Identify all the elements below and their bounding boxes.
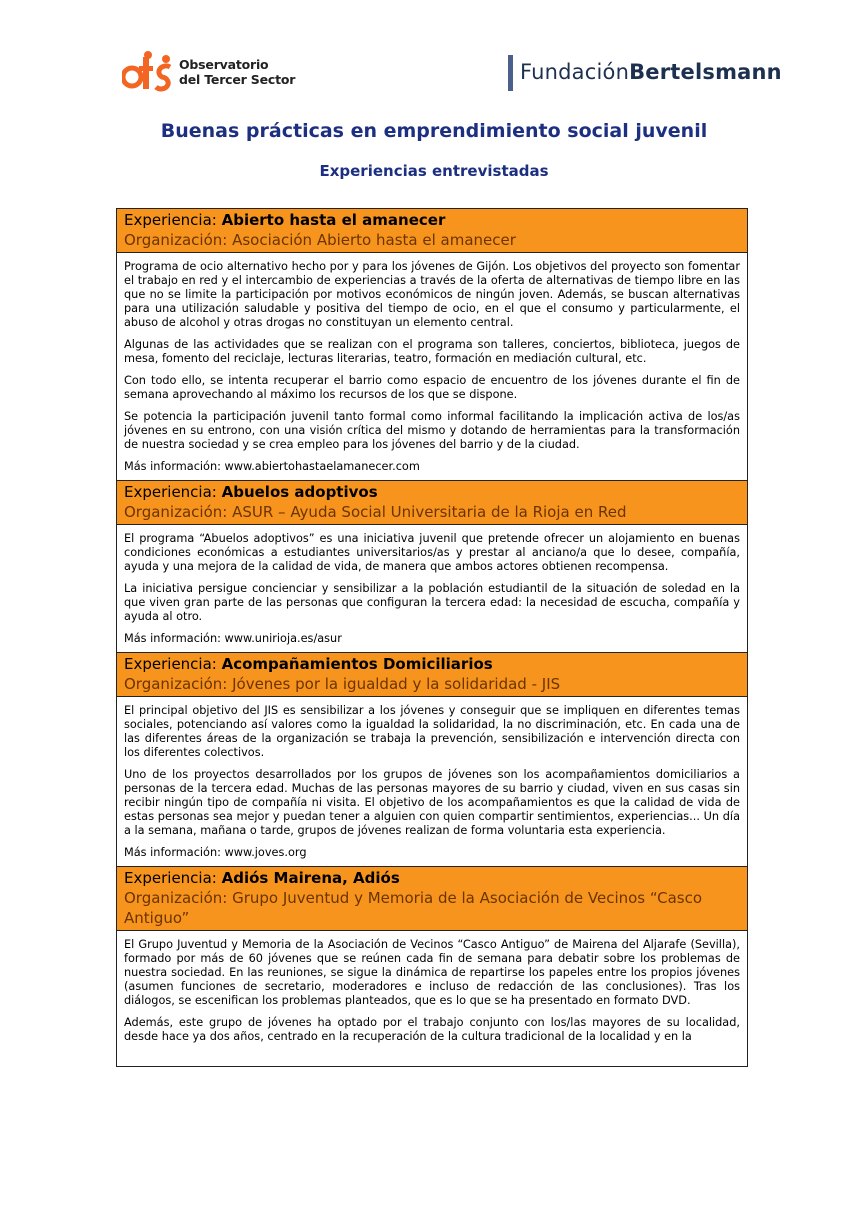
ots-mark-icon xyxy=(122,49,174,97)
experiences-table xyxy=(116,208,748,1067)
fundacion-logo-bar xyxy=(508,55,513,91)
ots-logo xyxy=(122,49,322,99)
experience-title: Experiencia: Adiós Mairena, Adiós xyxy=(124,869,400,887)
experience-header xyxy=(117,481,747,525)
more-info: Más información: www.abiertohastaelamanecer.com xyxy=(124,460,420,473)
experience-description xyxy=(117,253,747,481)
paragraph: Se potencia la participación juvenil tanto formal como informal facilitando la implicación activa de los/as jóvenes en su entrono, con una visión crítica del mismo y dotando de herramientas para la transformación de nuestra sociedad y se crea empleo para los jóvenes del barrio y de la ciudad. xyxy=(124,410,740,451)
paragraph: Uno de los proyectos desarrollados por los grupos de jóvenes son los acompañamientos domiciliarios a personas de la tercera edad. Muchas de las personas mayores de su barrio y ciudad, viven en sus casas sin recibir ningún tipo de compañía ni visita. El objetivo de los acompañamientos es que la calidad de vida de estas personas sea mejor y puedan tener a alguien con quien compartir sentimientos, experiencias... Un día a la semana, mañana o tarde, grupos de jóvenes realizan de forma voluntaria esta experiencia. xyxy=(124,768,740,837)
experience-header xyxy=(117,653,747,697)
paragraph: Con todo ello, se intenta recuperar el barrio como espacio de encuentro de los jóvenes durante el fin de semana aprovechando al máximo los recursos de los que se dispone. xyxy=(124,374,740,401)
organization-line: Organización: Asociación Abierto hasta el amanecer xyxy=(124,231,516,249)
more-info: Más información: www.joves.org xyxy=(124,846,307,859)
paragraph: Algunas de las actividades que se realizan con el programa son talleres, conciertos, biblioteca, juegos de mesa, fomento del reciclaje, lecturas literarias, teatro, formación en mediación cultural, etc. xyxy=(124,338,740,365)
paragraph: Programa de ocio alternativo hecho por y para los jóvenes de Gijón. Los objetivos del proyecto son fomentar el trabajo en red y el intercambio de experiencias a través de la oferta de alternativas de tiempo libre en las que no se limite la participación por motivos económicos de ningún joven. Además, se buscan alternativas para una utilización saludable y positiva del tiempo de ocio, en el que el consumo y particularmente, el abuso de alcohol y otras drogas no constituyan un elemento central. xyxy=(124,260,740,329)
organization-line: Organización: Jóvenes por la igualdad y la solidaridad - JIS xyxy=(124,675,561,693)
paragraph: El principal objetivo del JIS es sensibilizar a los jóvenes y conseguir que se impliquen en diferentes temas sociales, potenciando así valores como la igualdad la solidaridad, la no discriminación, etc. En cada una de las diferentes áreas de la organización se trabaja la prevención, sensibilización e intervención directa con los diferentes colectivos. xyxy=(124,704,740,759)
document-subtitle: Experiencias entrevistadas xyxy=(319,162,549,180)
experience-header xyxy=(117,209,747,253)
fundacion-bertelsmann-logo xyxy=(508,52,782,92)
experience-header xyxy=(117,867,747,931)
fundacion-logo-text: FundaciónBertelsmann xyxy=(520,60,782,84)
experience-description xyxy=(117,931,747,1066)
experience-description xyxy=(117,525,747,653)
experience-title: Experiencia: Acompañamientos Domiciliarios xyxy=(124,655,493,673)
paragraph: La iniciativa persigue concienciar y sensibilizar a la población estudiantil de la situación de soledad en la que viven gran parte de las personas que configuran la tercera edad: la necesidad de escucha, compañía y ayuda al otro. xyxy=(124,582,740,623)
experience-title: Experiencia: Abuelos adoptivos xyxy=(124,483,378,501)
more-info: Más información: www.unirioja.es/asur xyxy=(124,632,342,645)
organization-line: Organización: Grupo Juventud y Memoria de la Asociación de Vecinos “Casco Antiguo” xyxy=(124,889,703,927)
paragraph: El programa “Abuelos adoptivos” es una iniciativa juvenil que pretende ofrecer un alojamiento en buenas condiciones económicas a estudiantes universitarios/as y prestar al anciano/a que lo desee, compañía, ayuda y una mejora de la calidad de vida, de manera que ambos actores obtienen recompensa. xyxy=(124,532,740,573)
organization-line: Organización: ASUR – Ayuda Social Universitaria de la Rioja en Red xyxy=(124,503,627,521)
experience-title: Experiencia: Abierto hasta el amanecer xyxy=(124,211,446,229)
ots-logo-text: Observatorio del Tercer Sector xyxy=(179,57,296,87)
paragraph: Además, este grupo de jóvenes ha optado por el trabajo conjunto con los/las mayores de su localidad, desde hace ya dos años, centrado en la recuperación de la cultura tradicional de la localidad y en la xyxy=(124,1016,740,1043)
paragraph: El Grupo Juventud y Memoria de la Asociación de Vecinos “Casco Antiguo” de Mairena del Aljarafe (Sevilla), formado por más de 60 jóvenes que se reúnen cada fin de semana para debatir sobre los problemas de nuestra sociedad. En las reuniones, se sigue la dinámica de repartirse los papeles entre los propios jóvenes (asumen funciones de secretario, moderadores e incluso de redacción de las conclusiones). Tras los diálogos, se escenifican los problemas planteados, que es lo que se ha presentado en formato DVD. xyxy=(124,938,740,1007)
document-title: Buenas prácticas en emprendimiento social juvenil xyxy=(160,120,708,142)
experience-description xyxy=(117,697,747,867)
